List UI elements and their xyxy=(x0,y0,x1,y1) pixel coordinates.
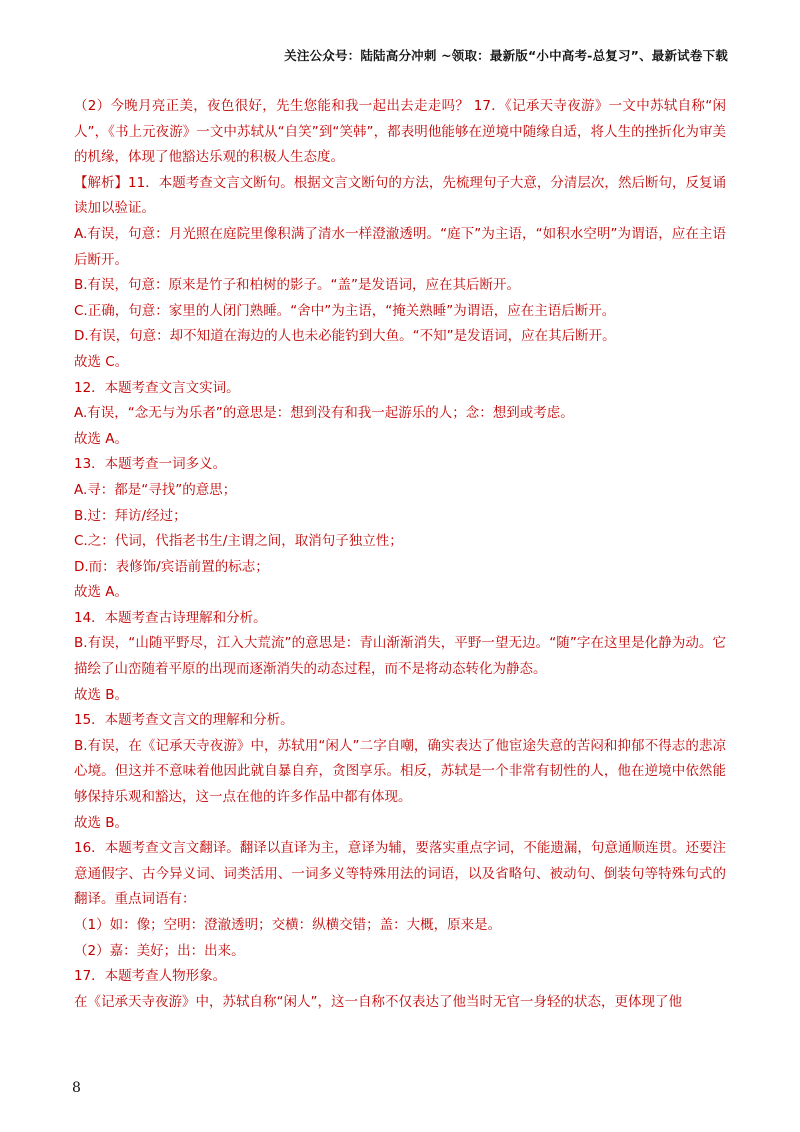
document-body xyxy=(74,94,726,1015)
paragraph: B.有误，句意：原来是竹子和柏树的影子。“盖”是发语词，应在其后断开。 xyxy=(74,277,521,294)
paragraph: A.寻：都是“寻找”的意思； xyxy=(74,481,237,498)
paragraph: D.而：表修饰/宾语前置的标志； xyxy=(74,558,269,575)
paragraph: C.之：代词，代指老书生/主谓之间，取消句子独立性； xyxy=(74,533,403,550)
paragraph: 在《记承天寺夜游》中，苏轼自称“闲人”，这一自称不仅表达了他当时无官一身轻的状态，更体现了他 xyxy=(74,993,682,1010)
paragraph: A.有误，“念无与为乐者”的意思是：想到没有和我一起游乐的人；念：想到或考虑。 xyxy=(74,405,574,422)
page-number: 8 xyxy=(72,1080,81,1096)
paragraph: 17．本题考查人物形象。 xyxy=(74,968,227,985)
paragraph: A.有误，句意：月光照在庭院里像积满了清水一样澄澈透明。“庭下”为主语，“如积水空明”为谓语，应在主语后断开。 xyxy=(74,225,726,268)
paragraph: D.有误，句意：却不知道在海边的人也未必能钓到大鱼。“不知”是发语词，应在其后断开。 xyxy=(74,328,616,345)
paragraph: 16．本题考查文言文翻译。翻译以直译为主，意译为辅，要落实重点字词，不能遗漏，句意通顺连贯。还要注意通假字、古今异义词、词类活用、一词多义等特殊用法的词语，以及省略句、被动句、倒装句等特殊句式的翻译。重点词语有： xyxy=(74,840,726,908)
paragraph: 故选 B。 xyxy=(74,814,129,831)
paragraph: （1）如：像；空明：澄澈透明；交横：纵横交错；盖：大概，原来是。 xyxy=(74,917,502,933)
paragraph: 故选 C。 xyxy=(74,353,129,370)
paragraph: （2）嘉：美好；出：出来。 xyxy=(74,942,245,959)
paragraph: 故选 B。 xyxy=(74,686,129,703)
paragraph: 故选 A。 xyxy=(74,430,129,447)
paragraph: 14．本题考查古诗理解和分析。 xyxy=(74,609,267,626)
paragraph: 故选 A。 xyxy=(74,584,129,601)
paragraph: B.过：拜访/经过； xyxy=(74,507,187,524)
paragraph: 12．本题考查文言文实词。 xyxy=(74,379,240,396)
page-header: 关注公众号：陆陆高分冲刺 ~领取：最新版“小中高考-总复习”、最新试卷下载 xyxy=(284,48,728,63)
paragraph: 13．本题考查一词多义。 xyxy=(74,456,227,473)
paragraph: 【解析】11．本题考查文言文断句。根据文言文断句的方法，先梳理句子大意，分清层次，然后断句，反复诵读加以验证。 xyxy=(74,174,726,217)
paragraph: C.正确，句意：家里的人闭门熟睡。“舍中”为主语，“掩关熟睡”为谓语，应在主语后断开。 xyxy=(74,302,616,319)
paragraph: 15．本题考查文言文的理解和分析。 xyxy=(74,712,294,729)
paragraph: （2）今晚月亮正美，夜色很好，先生您能和我一起出去走走吗？ 17．《记承天寺夜游》一文中苏轼自称“闲人”，《书上元夜游》一文中苏轼从“自笑”到“笑韩”，都表明他能够在逆境中随缘自适，将人生的挫折化为审美的机缘，体现了他豁达乐观的积极人生态度。 xyxy=(74,98,726,166)
paragraph: B.有误，在《记承天寺夜游》中，苏轼用“闲人”二字自嘲，确实表达了他宦途失意的苦闷和抑郁不得志的悲凉心境。但这并不意味着他因此就自暴自弃，贪图享乐。相反，苏轼是一个非常有韧性的人，他在逆境中依然能够保持乐观和豁达，这一点在他的许多作品中都有体现。 xyxy=(74,737,726,806)
paragraph: B.有误，“山随平野尽，江入大荒流”的意思是：青山渐渐消失，平野一望无边。“随”字在这里是化静为动。它描绘了山峦随着平原的出现而逐渐消失的动态过程，而不是将动态转化为静态。 xyxy=(74,635,726,678)
